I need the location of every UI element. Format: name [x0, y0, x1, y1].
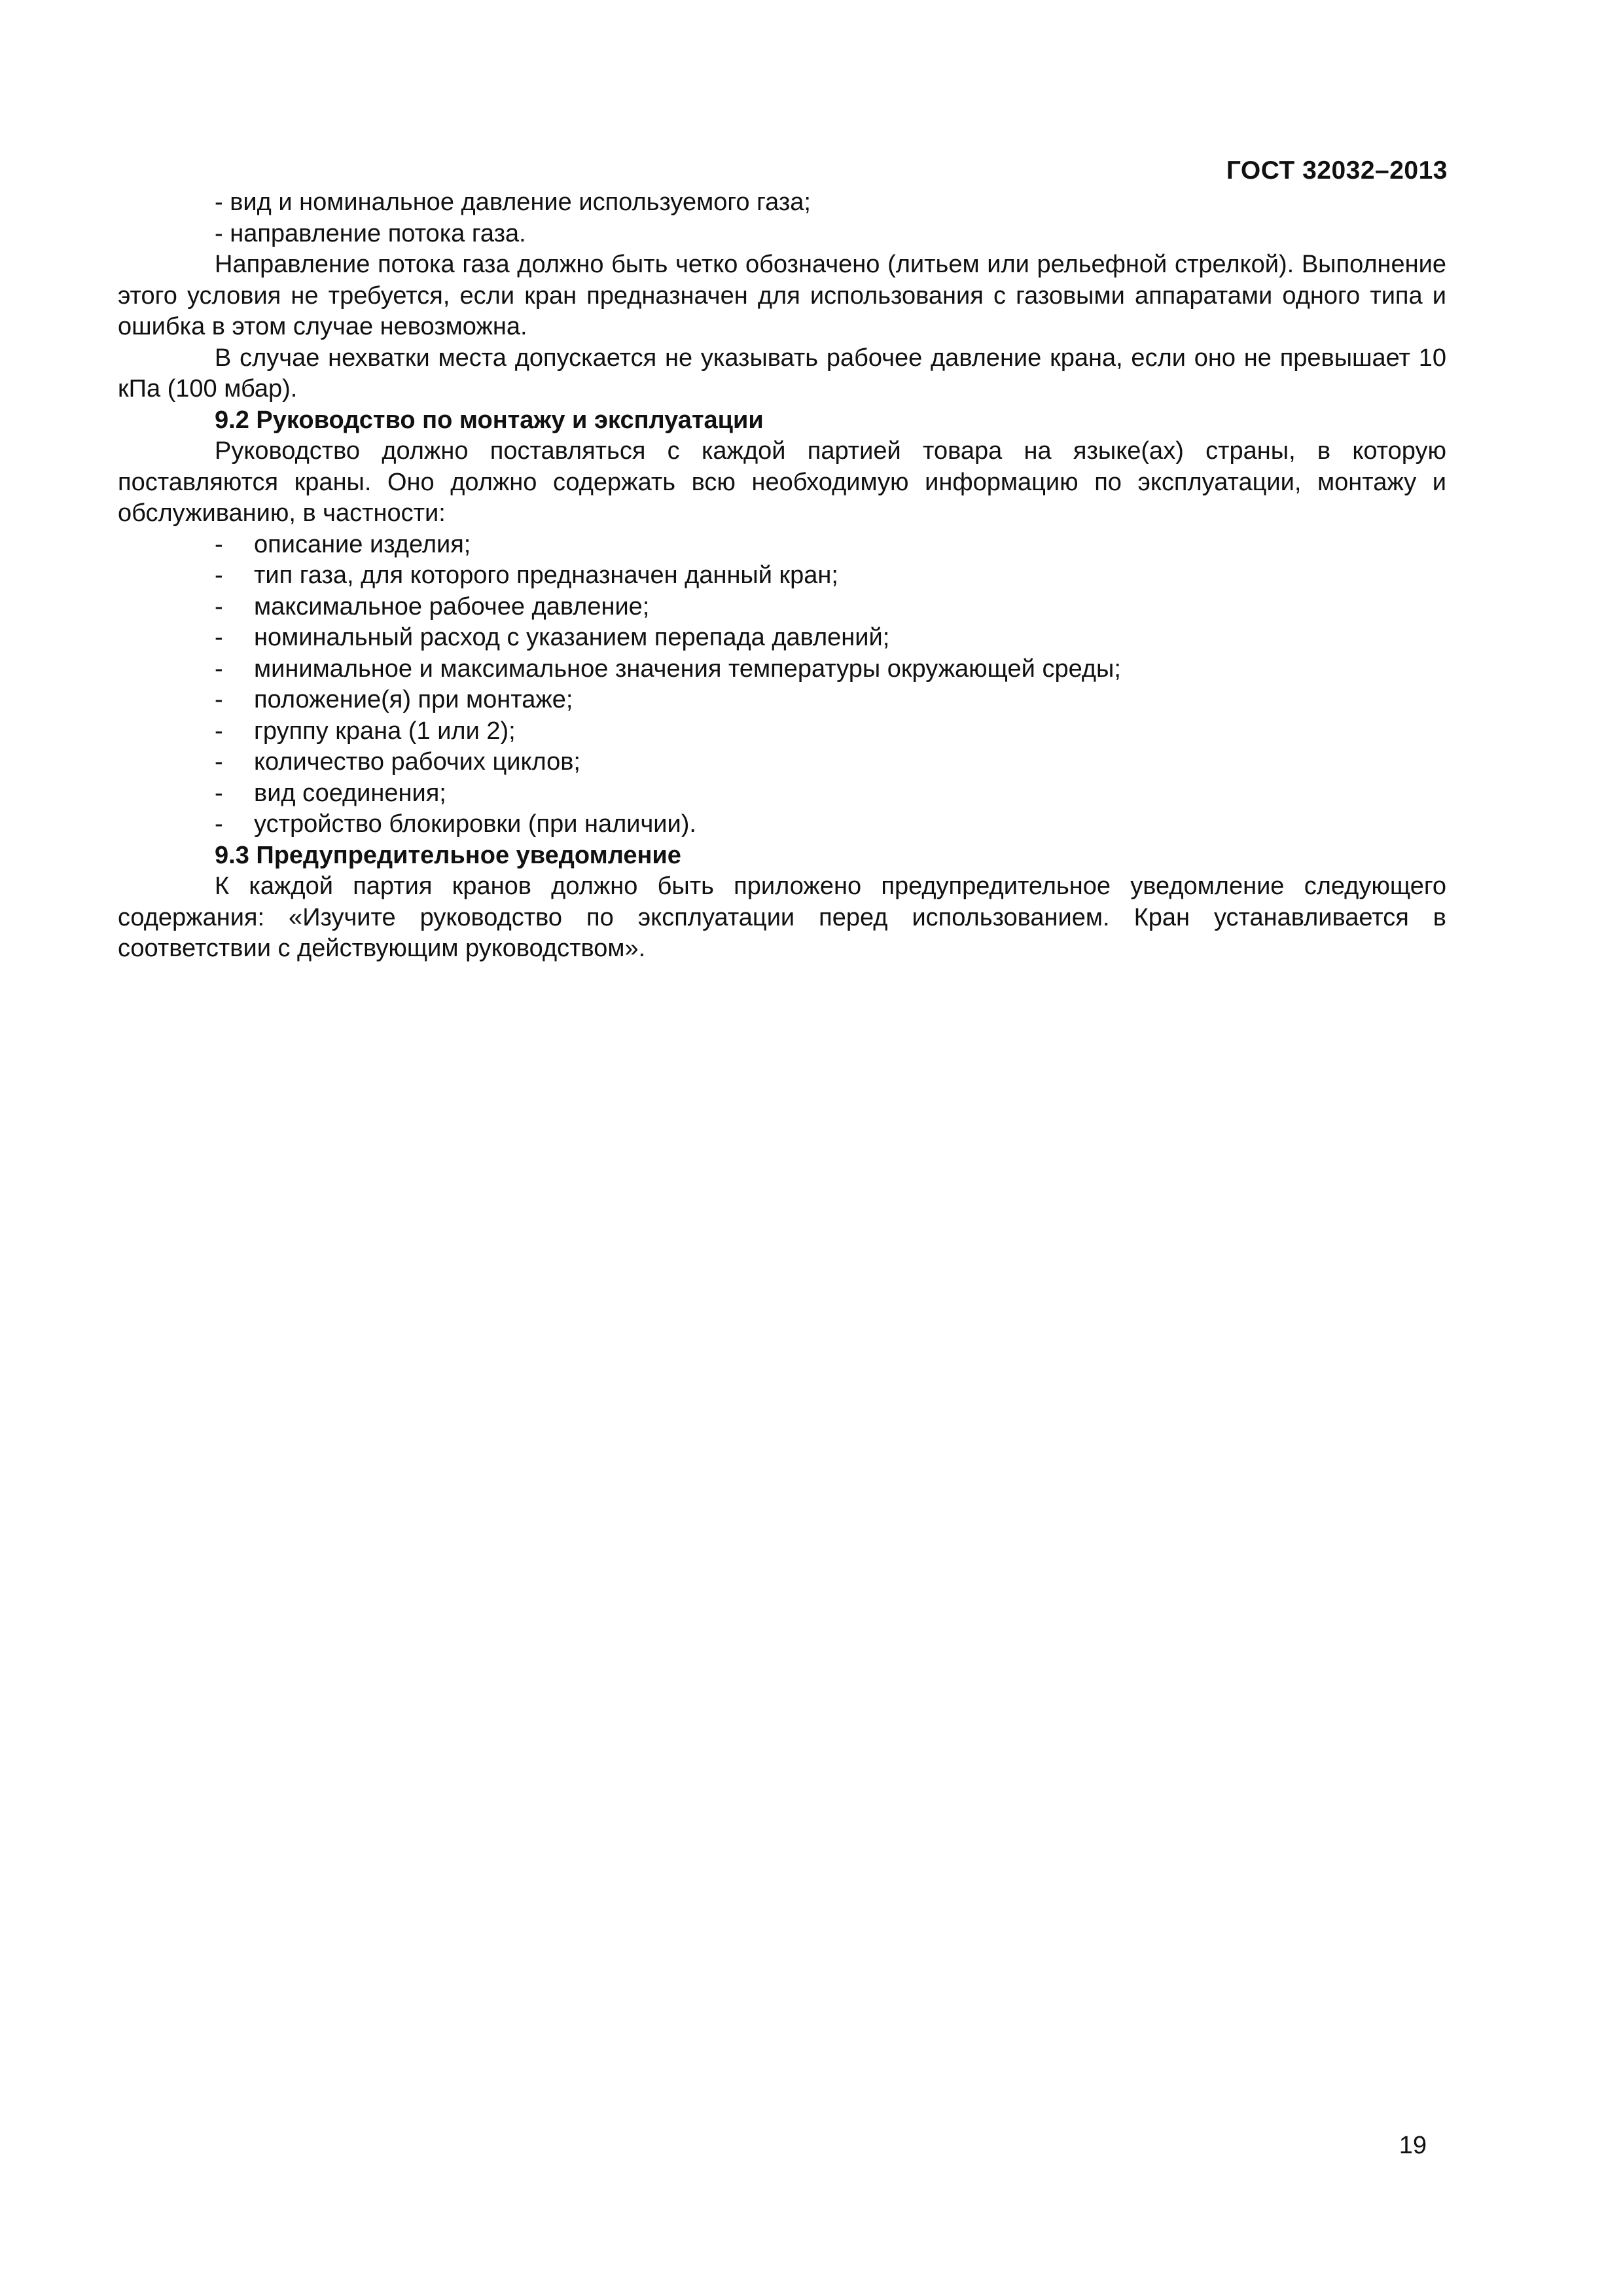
list-dash: - — [215, 655, 223, 683]
list-dash: - — [215, 810, 223, 838]
paragraph-space-shortage: В случае нехватки места допускается не указывать рабочее давление крана, если оно не превышает 10 кПа (100 мбар). — [118, 344, 1446, 403]
section-9-3-text: К каждой партия кранов должно быть приложено предупредительное уведомление следующего содержания: «Изучите руководство по эксплуатации перед использованием. Кран устанавливается в соответствии с действующим руководством». — [118, 872, 1446, 962]
list-dash: - — [215, 686, 223, 713]
list-item — [118, 778, 1446, 810]
list-item — [118, 654, 1446, 685]
standard-code: ГОСТ 32032–2013 — [1226, 156, 1448, 185]
list-dash: - — [215, 592, 223, 620]
list-dash: - — [215, 624, 223, 651]
list-item-text: положение(я) при монтаже; — [254, 686, 573, 713]
list-item-text: вид соединения; — [254, 779, 446, 807]
list-dash: - — [215, 530, 223, 558]
manual-contents-list — [118, 529, 1446, 840]
list-item-text: количество рабочих циклов; — [254, 748, 580, 776]
intro-item-gas-type: - вид и номинальное давление используемого газа; — [215, 188, 811, 216]
list-dash: - — [215, 779, 223, 807]
list-item — [118, 685, 1446, 716]
list-dash: - — [215, 717, 223, 745]
document-body — [118, 187, 1446, 965]
list-item — [118, 622, 1446, 654]
list-item — [118, 529, 1446, 561]
list-dash: - — [215, 562, 223, 589]
paragraph-flow-direction: Направление потока газа должно быть четко обозначено (литьем или рельефной стрелкой). Выполнение этого условия не требуется, если кран предназначен для использования с газовыми аппаратами одного типа и ошибка в этом случае невозможна. — [118, 251, 1446, 340]
list-item-text: минимальное и максимальное значения температуры окружающей среды; — [254, 655, 1121, 683]
list-item-text: максимальное рабочее давление; — [254, 592, 650, 620]
section-heading-9-3: 9.3 Предупредительное уведомление — [215, 841, 681, 869]
intro-item-flow-direction: - направление потока газа. — [215, 219, 526, 247]
list-item-text: тип газа, для которого предназначен данный кран; — [254, 562, 838, 589]
section-heading-9-2: 9.2 Руководство по монтажу и эксплуатации — [215, 406, 764, 434]
list-item — [118, 592, 1446, 623]
page-number: 19 — [1399, 2132, 1427, 2159]
list-item — [118, 747, 1446, 778]
list-dash: - — [215, 748, 223, 776]
list-item-text: группу крана (1 или 2); — [254, 717, 516, 745]
section-9-2-intro: Руководство должно поставляться с каждой партией товара на языке(ах) страны, в которую поставляются краны. Оно должно содержать всю необходимую информацию по эксплуатации, монтажу и обслуживанию, в частности: — [118, 437, 1446, 527]
list-item-text: описание изделия; — [254, 530, 471, 558]
list-item — [118, 809, 1446, 840]
list-item — [118, 716, 1446, 747]
list-item — [118, 560, 1446, 592]
list-item-text: устройство блокировки (при наличии). — [254, 810, 696, 838]
list-item-text: номинальный расход с указанием перепада давлений; — [254, 624, 890, 651]
